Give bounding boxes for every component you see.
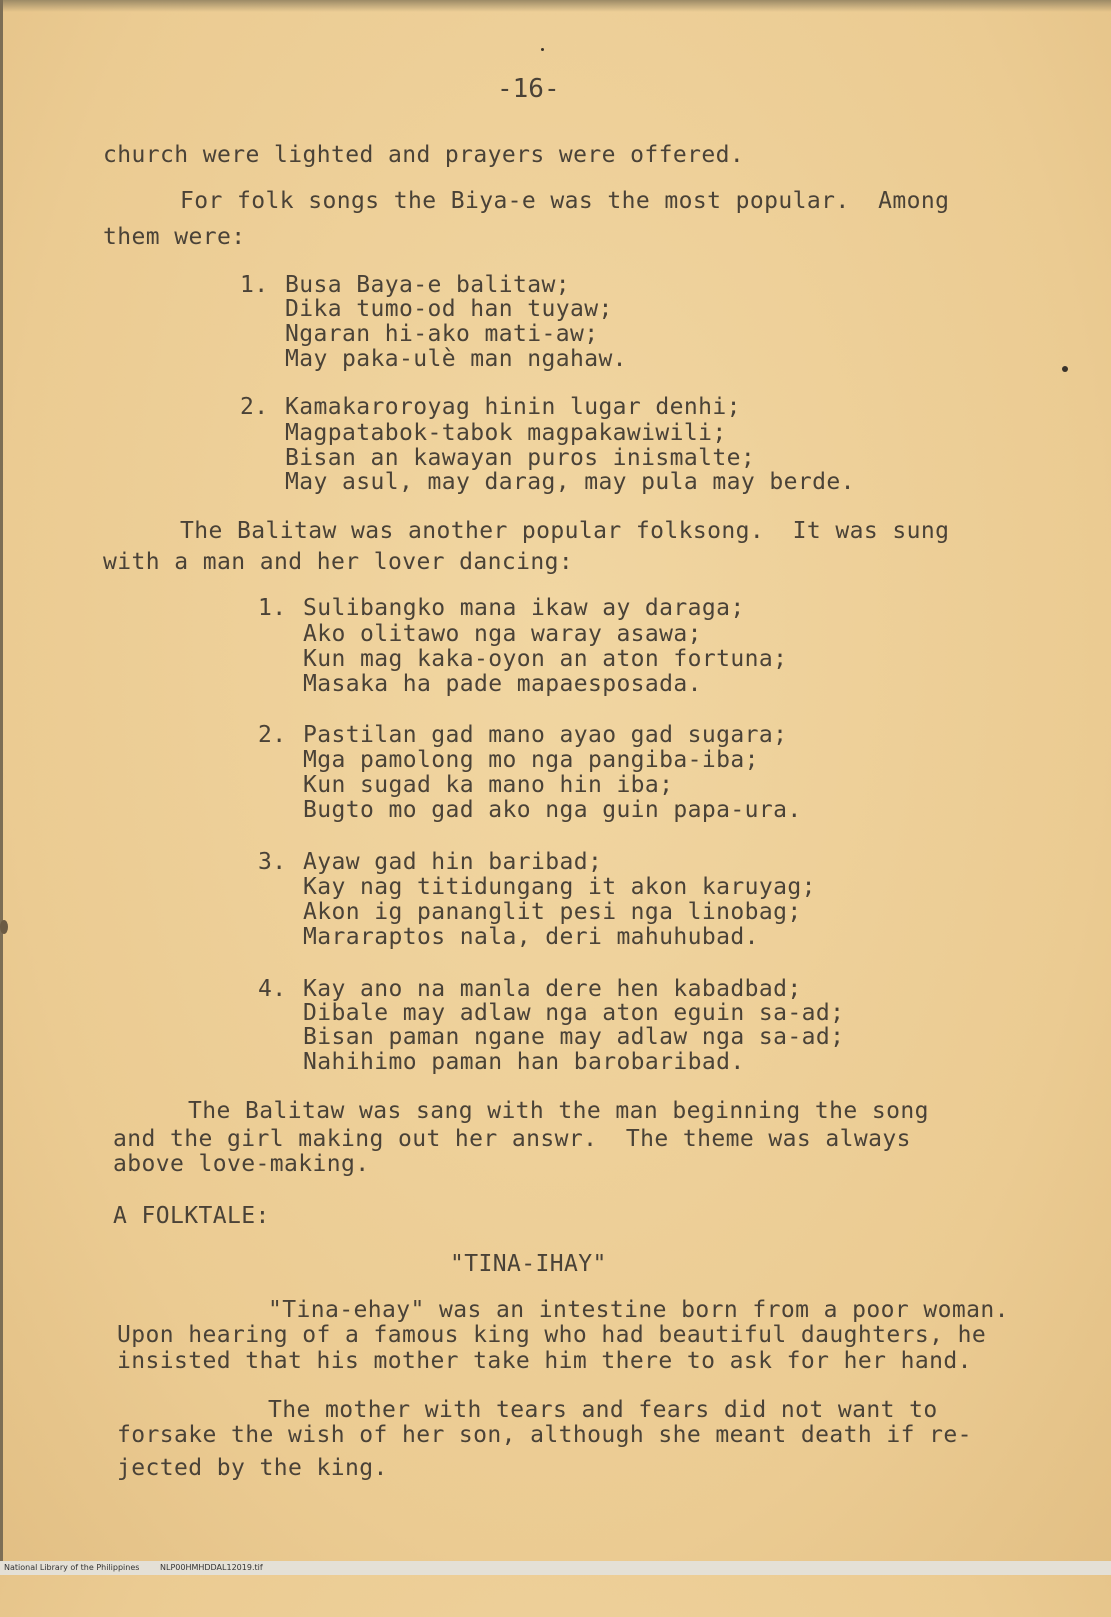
song-line: Bisan paman ngane may adlaw nga sa-ad; (303, 1024, 845, 1050)
song-line: May asul, may darag, may pula may berde. (285, 469, 855, 495)
song-number: 1. (258, 595, 287, 621)
song-line: Kun mag kaka-oyon an aton fortuna; (303, 646, 788, 672)
ink-speck (1062, 366, 1068, 372)
page-number: -16- (497, 74, 560, 104)
song-line: Ako olitawo nga waray asawa; (303, 621, 702, 647)
song-line: Masaka ha pade mapaesposada. (303, 671, 702, 697)
footer-library: National Library of the Philippines (4, 1563, 140, 1572)
ink-speck (541, 48, 544, 51)
balitaw-intro-line: The Balitaw was another popular folksong. It was sung (180, 518, 950, 544)
section-heading: A FOLKTALE: (113, 1203, 270, 1229)
balitaw-description-line: The Balitaw was sang with the man beginning the song (188, 1098, 929, 1124)
balitaw-description-line: and the girl making out her answr. The theme was always (113, 1126, 911, 1152)
song-number: 2. (240, 394, 269, 420)
song-line: Kamakaroroyag hinin lugar denhi; (285, 394, 741, 420)
song-number: 3. (258, 849, 287, 875)
song-line: Ngaran hi-ako mati-aw; (285, 321, 599, 347)
song-line: Bisan an kawayan puros inismalte; (285, 445, 756, 471)
song-line: Sulibangko mana ikaw ay daraga; (303, 595, 745, 621)
page-top-edge-shadow (0, 0, 1111, 12)
balitaw-description-line: above love-making. (113, 1151, 370, 1177)
song-line: Dibale may adlaw nga aton eguin sa-ad; (303, 1000, 845, 1026)
song-line: Mga pamolong mo nga pangiba-iba; (303, 747, 759, 773)
song-line: Magpatabok-tabok magpakawiwili; (285, 420, 727, 446)
song-line: Mararaptos nala, deri mahuhubad. (303, 924, 759, 950)
biyae-intro-line: them were: (103, 224, 246, 250)
song-number: 1. (240, 272, 269, 298)
song-number: 4. (258, 976, 287, 1002)
song-line: Pastilan gad mano ayao gad sugara; (303, 722, 788, 748)
tale-paragraph-line: Upon hearing of a famous king who had beautiful daughters, he (117, 1322, 987, 1348)
ink-speck (0, 920, 8, 934)
tale-paragraph-line: jected by the king. (117, 1455, 388, 1481)
song-line: May paka-ulè man ngahaw. (285, 346, 627, 372)
song-line: Ayaw gad hin baribad; (303, 849, 603, 875)
balitaw-intro-line: with a man and her lover dancing: (103, 549, 574, 575)
opening-line: church were lighted and prayers were offered. (103, 142, 745, 168)
song-line: Akon ig pananglit pesi nga linobag; (303, 899, 802, 925)
scan-footer-bar (0, 1561, 1111, 1575)
song-line: Busa Baya-e balitaw; (285, 272, 570, 298)
song-number: 2. (258, 722, 287, 748)
song-line: Dika tumo-od han tuyaw; (285, 296, 613, 322)
song-line: Nahihimo paman han barobaribad. (303, 1049, 745, 1075)
footer-file-id: NLP00HMHDDAL12019.tif (160, 1563, 263, 1572)
tale-paragraph-line: insisted that his mother take him there to ask for her hand. (117, 1348, 972, 1374)
tale-title: "TINA-IHAY" (450, 1251, 607, 1277)
page-left-edge-shadow (0, 0, 3, 1575)
song-line: Bugto mo gad ako nga guin papa-ura. (303, 797, 802, 823)
tale-paragraph-line: The mother with tears and fears did not want to (268, 1397, 938, 1423)
biyae-intro-line: For folk songs the Biya-e was the most popular. Among (180, 188, 950, 214)
song-line: Kay nag titidungang it akon karuyag; (303, 874, 816, 900)
tale-paragraph-line: forsake the wish of her son, although she meant death if re- (117, 1422, 972, 1448)
song-line: Kun sugad ka mano hin iba; (303, 772, 674, 798)
song-line: Kay ano na manla dere hen kabadbad; (303, 976, 802, 1002)
tale-paragraph-line: "Tina-ehay" was an intestine born from a poor woman. (268, 1297, 1009, 1323)
